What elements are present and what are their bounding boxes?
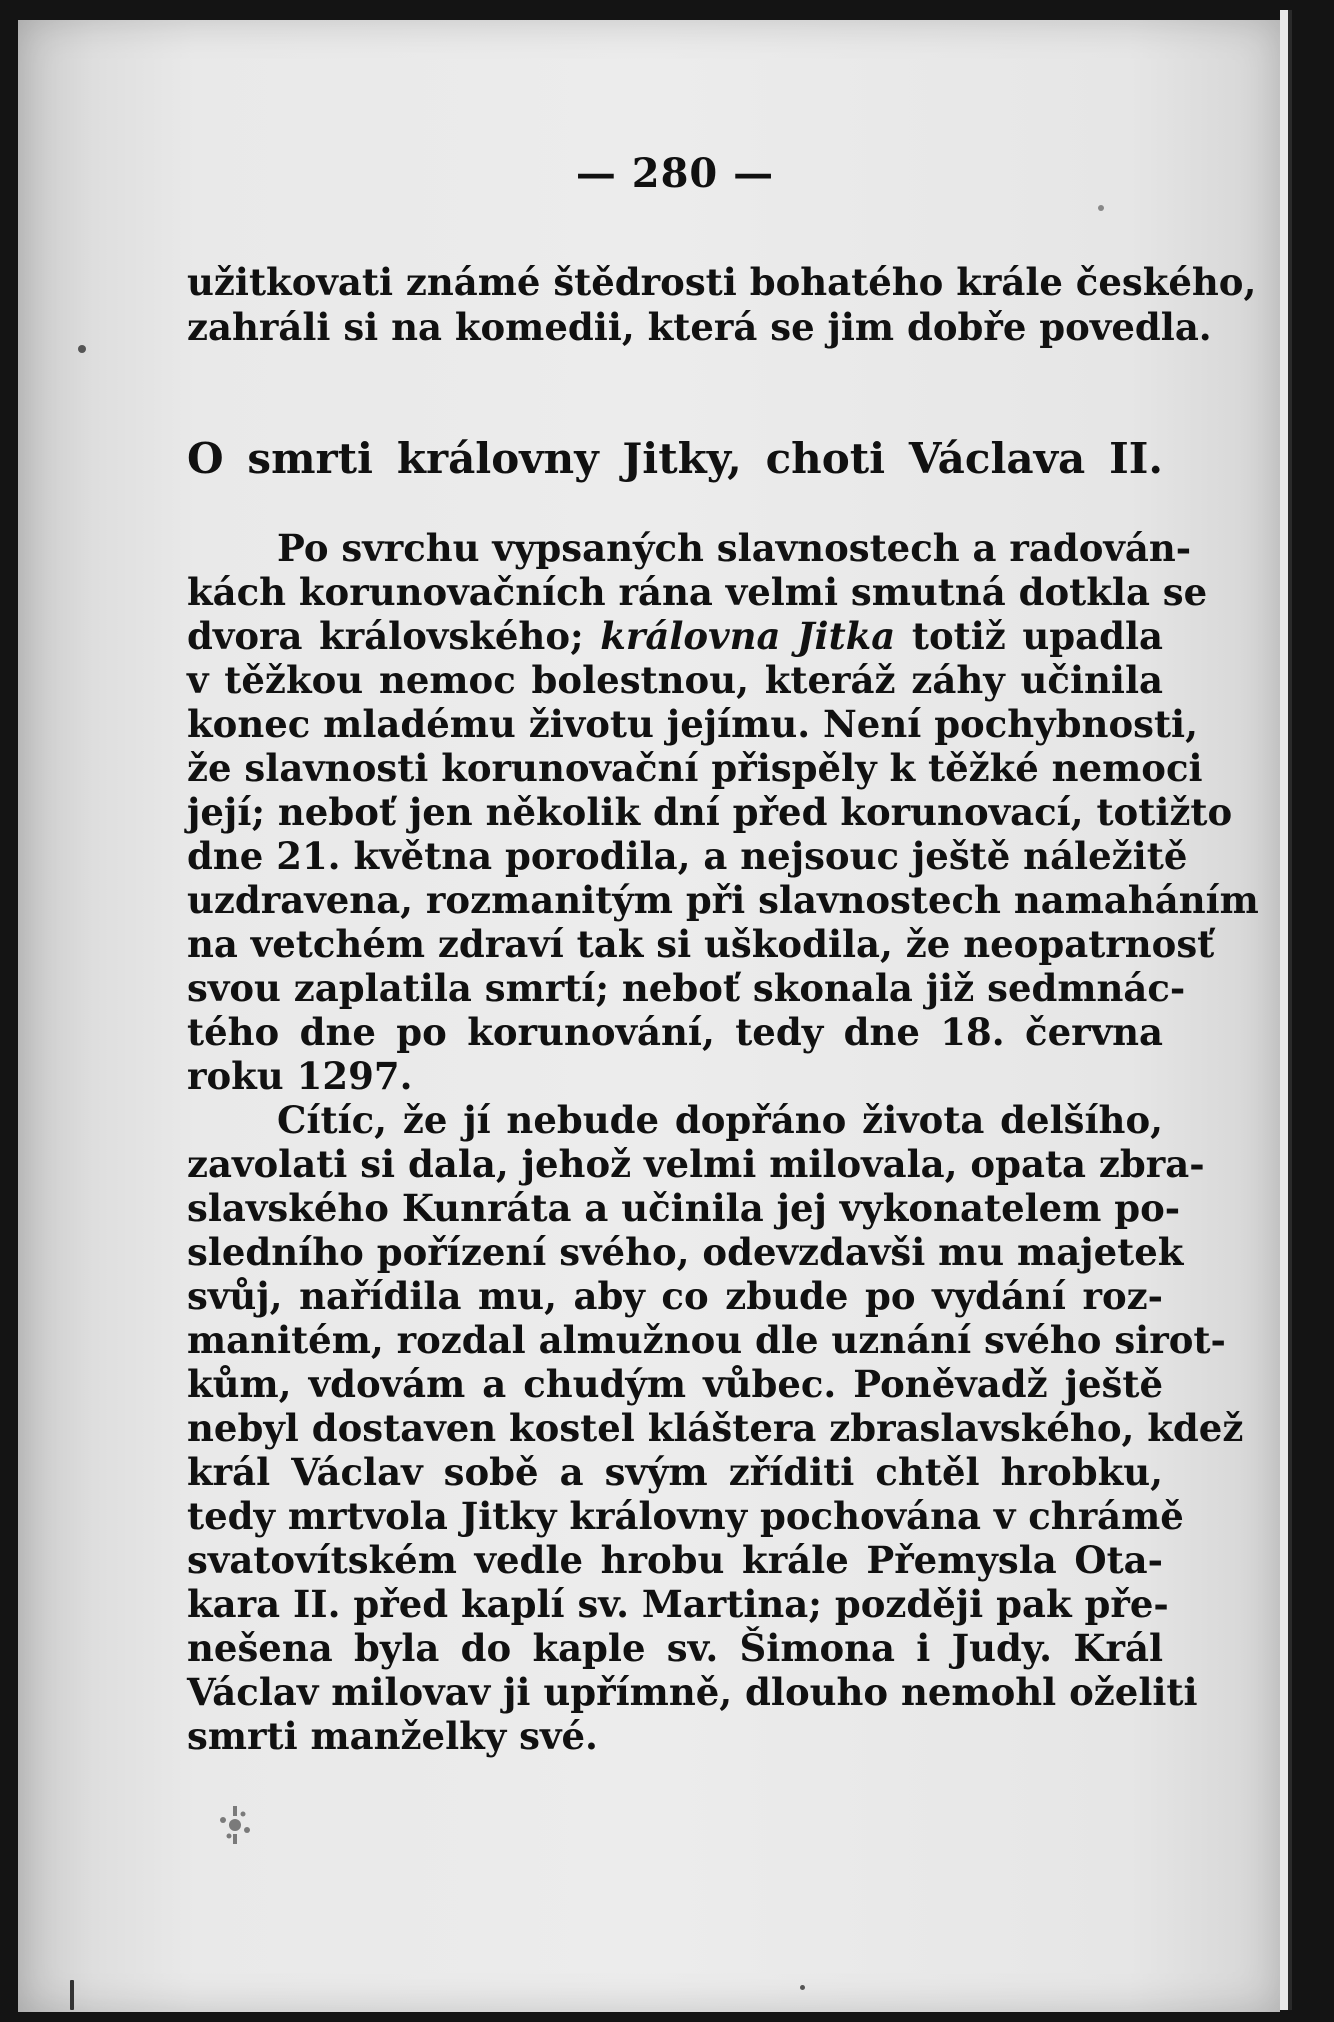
paragraph-line: kům, vdovám a chudým vůbec. Poněvadž ještě <box>187 1362 1163 1406</box>
paragraph-line: sledního pořízení svého, odevzdavši mu majetek <box>187 1230 1184 1274</box>
paragraph-line: kách korunovačních rána velmi smutná dotkla se <box>187 570 1208 614</box>
paragraph-line: kara II. před kaplí sv. Martina; později pak pře- <box>187 1582 1169 1626</box>
paragraph-line-with-emphasis <box>187 612 1163 660</box>
paragraph-line: Cítíc, že jí nebude dopřáno života delšího, <box>277 1098 1163 1142</box>
paragraph-line: manitém, rozdal almužnou dle uznání svého sirot- <box>187 1318 1226 1362</box>
line-text: dvora královského; <box>187 614 601 658</box>
scan-speck <box>78 345 86 353</box>
section-heading: O smrti královny Jitky, choti Václava II. <box>187 434 1163 483</box>
intro-line: zahráli si na komedii, která se jim dobře povedla. <box>187 305 1212 349</box>
paragraph-line: tého dne po korunování, tedy dne 18. června <box>187 1010 1163 1054</box>
paragraph-line: na vetchém zdraví tak si uškodila, že neopatrnosť <box>187 922 1215 966</box>
paragraph-line: uzdravena, rozmanitým při slavnostech namaháním <box>187 878 1259 922</box>
emphasized-name: královna Jitka <box>600 614 896 658</box>
paragraph-line: svou zaplatila smrtí; neboť skonala již sedmnác- <box>187 966 1186 1010</box>
paragraph-line: tedy mrtvola Jitky královny pochována v chrámě <box>187 1494 1184 1538</box>
scan-speck <box>800 1985 805 1990</box>
paragraph-line: slavského Kunráta a učinila jej vykonatelem po- <box>187 1186 1181 1230</box>
paragraph-line: že slavnosti korunovační přispěly k těžké nemoci <box>187 746 1203 790</box>
paragraph-line: její; neboť jen několik dní před korunovací, totižto <box>187 790 1233 834</box>
paragraph-line: v těžkou nemoc bolestnou, kteráž záhy učinila <box>187 658 1163 702</box>
printer-ornament-icon <box>205 1800 265 1850</box>
paragraph-line: roku 1297. <box>187 1054 413 1098</box>
paragraph-line: nešena byla do kaple sv. Šimona i Judy. Král <box>187 1626 1163 1670</box>
paragraph-line: Po svrchu vypsaných slavnostech a radován- <box>277 526 1192 570</box>
paragraph-line: dne 21. května porodila, a nejsouc ještě náležitě <box>187 834 1188 878</box>
paragraph-line: zavolati si dala, jehož velmi milovala, opata zbra- <box>187 1142 1205 1186</box>
paragraph-line: Václav milovav ji upřímně, dlouho nemohl oželiti <box>187 1670 1198 1714</box>
paragraph-line: smrti manželky své. <box>187 1714 598 1758</box>
paragraph-line: král Václav sobě a svým zříditi chtěl hrobku, <box>187 1450 1163 1494</box>
paragraph-line: nebyl dostaven kostel kláštera zbraslavského, kdež <box>187 1406 1244 1450</box>
scan-speck <box>1098 205 1104 211</box>
page-edge-rule <box>1288 10 1292 2010</box>
intro-line: užitkovati známé štědrosti bohatého krále českého, <box>187 260 1257 304</box>
scan-speck <box>70 1980 74 2010</box>
line-text: totiž upadla <box>895 614 1163 658</box>
paragraph-line: svatovítském vedle hrobu krále Přemysla Ota- <box>187 1538 1163 1582</box>
paragraph-line: svůj, nařídila mu, aby co zbude po vydání roz- <box>187 1274 1163 1318</box>
paragraph-line: konec mladému životu jejímu. Není pochybnosti, <box>187 702 1198 746</box>
page-edge-gap <box>1280 10 1288 2010</box>
page-number: — 280 — <box>575 150 775 197</box>
